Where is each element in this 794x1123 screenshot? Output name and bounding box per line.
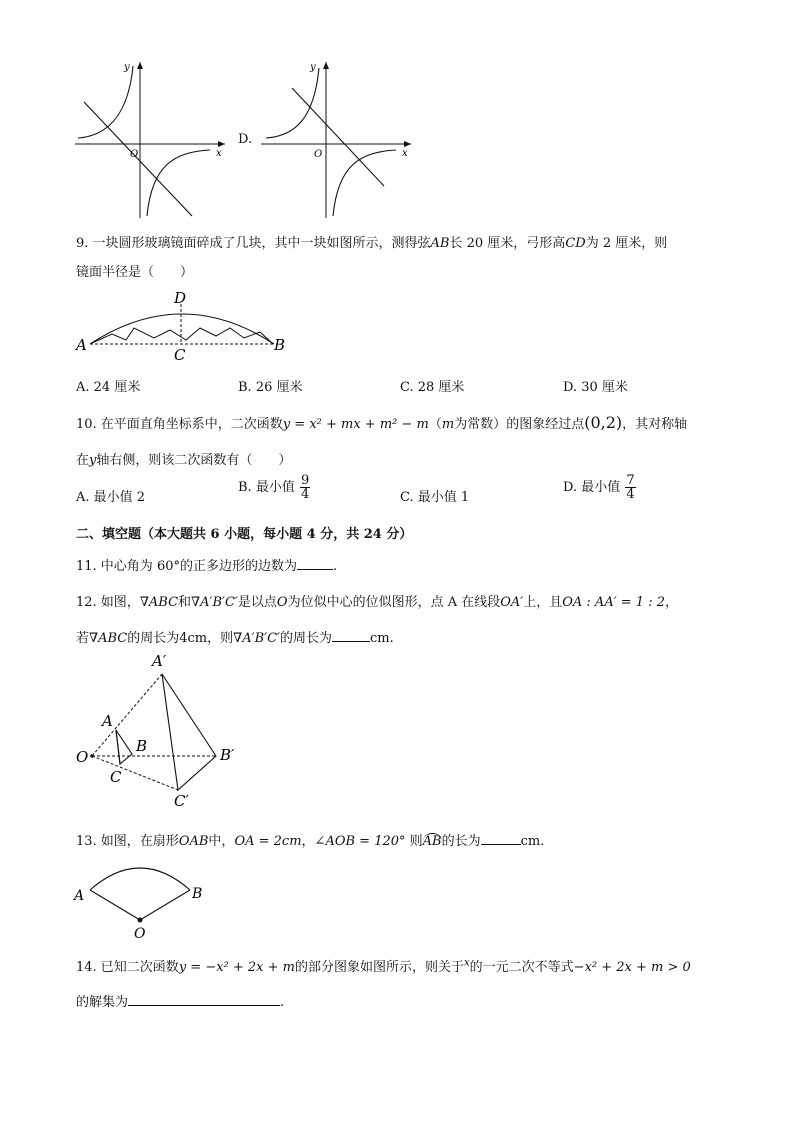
q9-option-c[interactable]: C. 28 厘米 xyxy=(400,380,465,395)
q13-angle: ∠AOB = 120° xyxy=(314,834,406,849)
q9-arc-figure xyxy=(74,288,294,364)
q13-mid: 中， xyxy=(208,834,235,849)
q12-o: O xyxy=(276,595,288,610)
q12-unit: cm. xyxy=(370,631,394,646)
q12-oa1: OA′ xyxy=(500,595,524,610)
q11-text: 11. 中心角为 60°的正多边形的边数为 xyxy=(76,559,297,574)
q9-text-c: 为 2 厘米，则 xyxy=(585,236,668,251)
q9-ab: AB xyxy=(430,236,450,251)
q10-option-c[interactable]: C. 最小值 1 xyxy=(400,490,470,505)
q12-answer-blank[interactable] xyxy=(332,629,370,642)
q12-l2-triangle2: ∇A′B′C′ xyxy=(233,631,280,646)
graph-c-x-label: x xyxy=(216,148,222,159)
q11-answer-blank[interactable] xyxy=(297,557,333,570)
q10-option-d-text: D. 最小值 xyxy=(563,480,621,495)
q11-end: . xyxy=(332,559,338,574)
q12-label-b1: B′ xyxy=(220,746,235,764)
graph-option-d xyxy=(256,58,416,220)
q10-b-num: 9 xyxy=(300,473,310,488)
q10-point: (0,2) xyxy=(584,413,623,432)
q12-triangle-abc: ∇ABC xyxy=(139,595,179,610)
graph-d-origin: O xyxy=(314,149,323,160)
q13-arc-ab: AB xyxy=(422,834,442,849)
graph-d-x-label: x xyxy=(402,148,408,159)
q9-cd: CD xyxy=(565,236,586,251)
q13-oab: OAB xyxy=(178,834,209,849)
q10-option-b[interactable] xyxy=(238,474,311,501)
q11-line xyxy=(76,555,337,574)
q9-label-c: C xyxy=(174,346,186,364)
q13-answer-blank[interactable] xyxy=(481,832,521,845)
q14-line1 xyxy=(76,956,691,975)
graph-c-origin: O xyxy=(130,149,139,160)
graph-d-y-label: y xyxy=(310,62,316,73)
graph-option-c xyxy=(70,58,230,220)
q12-homothety-figure xyxy=(74,650,254,810)
q14-answer-blank[interactable] xyxy=(128,993,280,1006)
q13-label-b: B xyxy=(192,886,203,902)
q14-inequality: −x² + 2x + m > 0 xyxy=(573,960,691,975)
q13-unit: cm. xyxy=(520,834,545,849)
q9-line1 xyxy=(76,232,667,251)
q10-option-b-fraction xyxy=(300,474,310,501)
q10-d-den: 4 xyxy=(626,487,635,502)
q12-label-o: O xyxy=(76,748,89,766)
q12-triangle-a1b1c1: ∇A′B′C′ xyxy=(191,595,238,610)
q10-option-d-fraction xyxy=(625,474,635,501)
q9-label-b: B xyxy=(274,336,286,354)
q13-label-a: A xyxy=(74,888,85,904)
q12-label-c1: C′ xyxy=(174,792,189,810)
q9-text-a: 9. 一块圆形玻璃镜面碎成了几块，其中一块如图所示，测得弦 xyxy=(76,236,431,251)
q9-option-a[interactable]: A. 24 厘米 xyxy=(76,380,141,395)
q12-l2b: 的周长为 xyxy=(127,631,180,646)
q12-pre: 12. 如图， xyxy=(76,595,140,610)
q12-tail: ， xyxy=(665,595,679,610)
q10-func: y = x² + mx + m² − m xyxy=(282,417,429,432)
q13-comma: ， xyxy=(301,834,315,849)
section-heading: 二、填空题（本大题共 6 小题，每小题 4 分，共 24 分） xyxy=(76,527,413,542)
q13-label-o: O xyxy=(134,926,146,942)
q12-l2c: ，则 xyxy=(207,631,234,646)
q9-label-d: D xyxy=(174,289,187,307)
q9-label-a: A xyxy=(76,336,87,354)
q13-line xyxy=(76,830,544,849)
q12-label-b: B xyxy=(136,737,148,755)
q12-perimeter: 4cm xyxy=(179,631,208,646)
q10-text-mid: 为常数）的图象经过点 xyxy=(454,417,585,432)
q10-d-num: 7 xyxy=(626,473,635,488)
q14-func: y = −x² + 2x + m xyxy=(178,960,295,975)
q10-text-pre: 10. 在平面直角坐标系中，二次函数 xyxy=(76,417,283,432)
q10-m: m xyxy=(441,417,455,432)
q14-mid: 的部分图象如图所示，则关于 xyxy=(295,960,465,975)
graph-c-y-label: y xyxy=(124,62,130,73)
q13-then: 则 xyxy=(409,834,423,849)
q12-ratio: OA : AA′ = 1 : 2 xyxy=(562,595,665,610)
q10-line2-a: 在 xyxy=(76,453,90,468)
q10-paren: （ xyxy=(428,417,442,432)
q13-pre: 13. 如图，在扇形 xyxy=(76,834,179,849)
q10-b-den: 4 xyxy=(300,487,310,502)
q12-label-c: C xyxy=(110,768,122,786)
q12-l2a: 若 xyxy=(76,631,90,646)
q12-line1 xyxy=(76,591,678,610)
q9-text-b: 长 20 厘米，弓形高 xyxy=(449,236,566,251)
q10-text-post: ，其对称轴 xyxy=(622,417,688,432)
q9-line2: 镜面半径是（ ） xyxy=(76,265,194,280)
q13-sector-figure xyxy=(72,860,212,942)
q13-oa: OA = 2cm xyxy=(234,834,302,849)
q14-line2-text: 的解集为 xyxy=(76,995,129,1010)
q12-mid: 是以点 xyxy=(237,595,277,610)
q12-l2d: 的周长为 xyxy=(279,631,332,646)
q12-mid3: 上，且 xyxy=(523,595,563,610)
q10-option-d[interactable] xyxy=(563,474,637,501)
q12-label-a1: A′ xyxy=(152,652,167,670)
q12-line2 xyxy=(76,627,394,646)
option-d-label: D. xyxy=(238,132,253,147)
q13-post: 的长为 xyxy=(441,834,481,849)
q14-pre: 14. 已知二次函数 xyxy=(76,960,179,975)
q14-mid2: 的一元二次不等式 xyxy=(469,960,574,975)
q14-x: x xyxy=(464,957,470,969)
q9-option-d[interactable]: D. 30 厘米 xyxy=(563,380,628,395)
q10-option-a[interactable]: A. 最小值 2 xyxy=(76,490,146,505)
q14-line2 xyxy=(76,991,284,1010)
q12-label-a: A xyxy=(102,712,113,730)
q10-line1 xyxy=(76,413,687,432)
q10-line2-b: 轴右侧，则该二次函数有（ ） xyxy=(96,453,292,468)
q14-end: . xyxy=(280,995,285,1010)
q10-option-b-text: B. 最小值 xyxy=(238,480,295,495)
q12-mid2: 为位似中心的位似图形，点 A 在线段 xyxy=(287,595,501,610)
q9-option-b[interactable]: B. 26 厘米 xyxy=(238,380,303,395)
q12-and: 和 xyxy=(178,595,192,610)
q10-y: y xyxy=(89,453,97,468)
q12-l2-triangle: ∇ABC xyxy=(89,631,128,646)
q10-line2 xyxy=(76,449,291,468)
